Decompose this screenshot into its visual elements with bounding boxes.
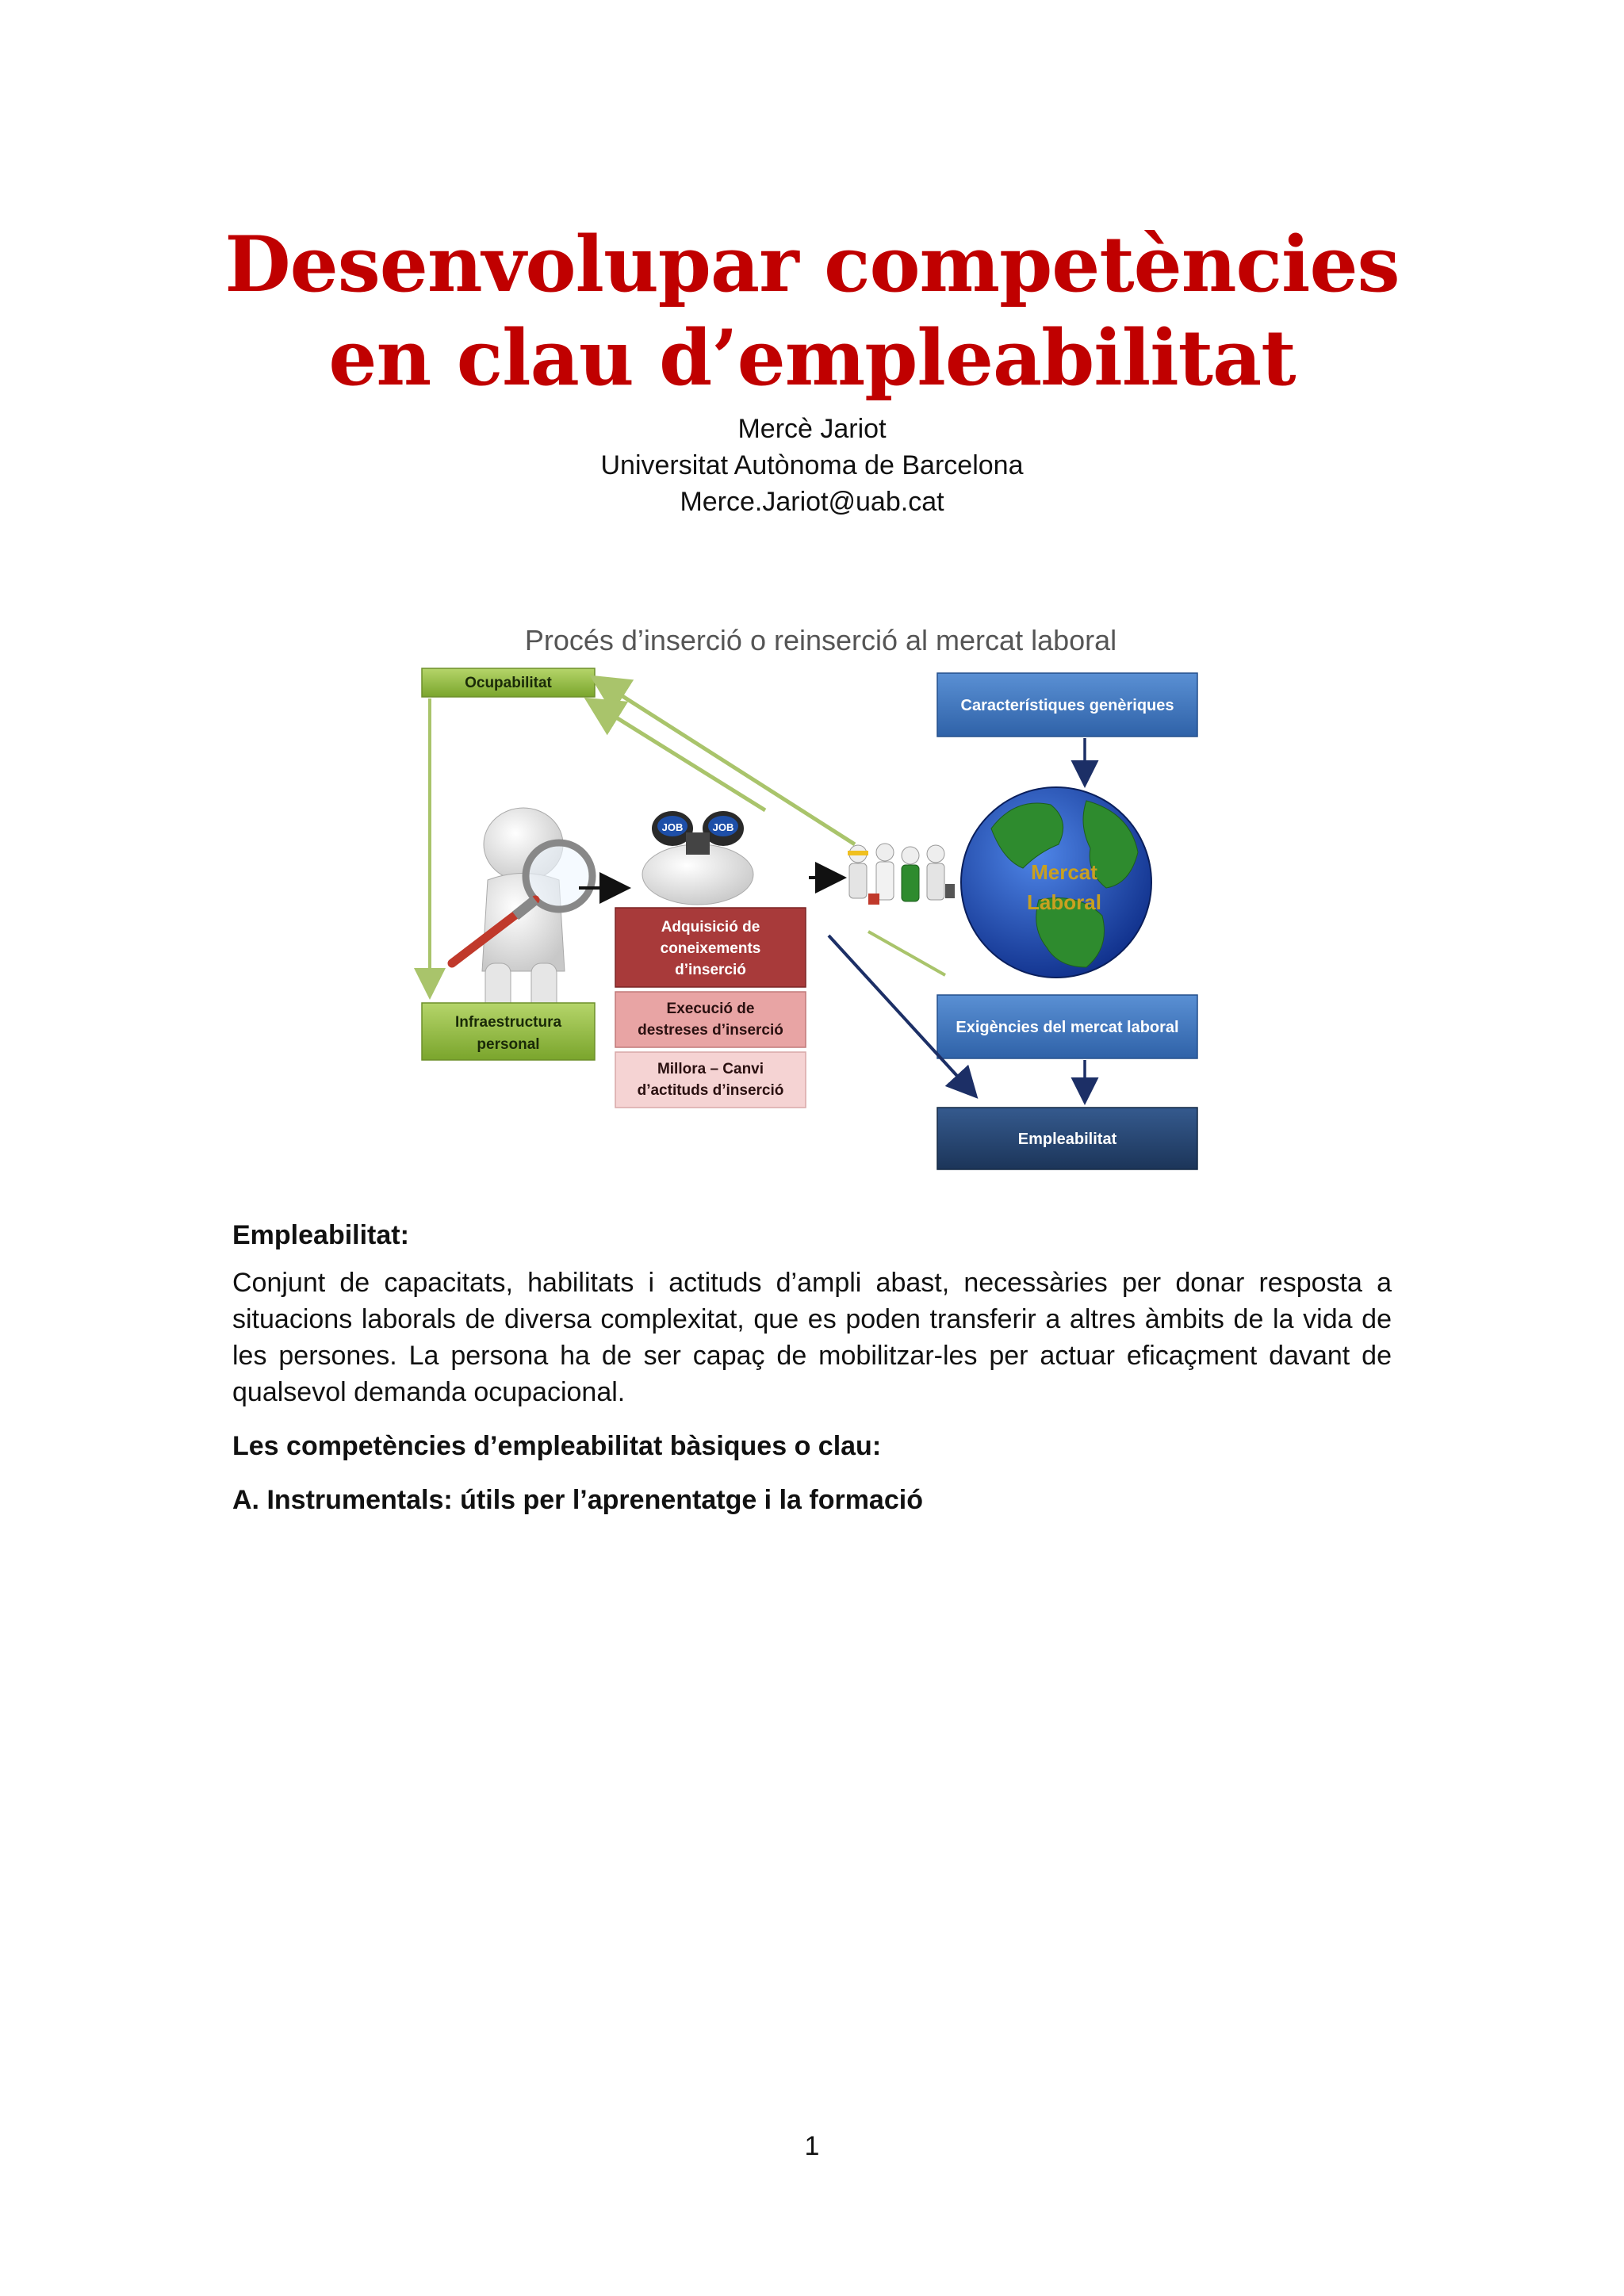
exigencies-label: Exigències del mercat laboral xyxy=(956,1019,1179,1036)
page-number: 1 xyxy=(804,2131,820,2161)
diagram-svg xyxy=(412,614,1221,1185)
empleabilitat-definition: Conjunt de capacitats, habilitats i actituds d’ampli abast, necessàries per donar resposta a situacions laborals de diversa complexitat, que es poden transferir a altres àmbits de la vida de les persones. La persona ha de ser capaç de mobilitzar-les per actuar eficaçment davant de qualsevol demanda ocupacional. xyxy=(232,1268,1392,1407)
exigencies-box xyxy=(937,995,1197,1058)
green-diagonal-arrow-2 xyxy=(591,702,765,810)
author-email: Merce.Jariot@uab.cat xyxy=(680,487,944,517)
author-block xyxy=(0,411,1624,520)
person-magnifier-icon xyxy=(452,808,592,1019)
adquisicio-box xyxy=(615,908,806,987)
caracteristiques-label: Característiques genèriques xyxy=(960,697,1174,714)
adquisicio-line-2: coneixements xyxy=(660,940,761,957)
job-label-right: JOB xyxy=(712,821,734,833)
millora-line-2: d’actituds d’inserció xyxy=(637,1082,784,1099)
ocupabilitat-label: Ocupabilitat xyxy=(465,675,552,691)
execucio-line-1: Execució de xyxy=(666,1001,755,1017)
competencies-subheading: Les competències d’empleabilitat bàsiques o clau: xyxy=(232,1431,882,1461)
workers-group-icon xyxy=(848,844,955,905)
document-title xyxy=(0,218,1624,405)
person-binoculars-icon xyxy=(642,811,753,905)
empleabilitat-box xyxy=(937,1108,1197,1169)
body-content xyxy=(232,1217,1392,1536)
ocupabilitat-box xyxy=(422,668,595,697)
infraestructura-box xyxy=(422,1003,595,1060)
globe-icon xyxy=(961,787,1151,978)
green-diagonal-line xyxy=(868,932,945,975)
mercat-line-1: Mercat xyxy=(1031,860,1097,884)
caracteristiques-box xyxy=(937,673,1197,737)
diagram-title: Procés d’inserció o reinserció al mercat laboral xyxy=(524,624,1117,656)
instrumentals-item: A. Instrumentals: útils per l’aprenentatge i la formació xyxy=(232,1485,923,1515)
author-affiliation: Universitat Autònoma de Barcelona xyxy=(600,450,1024,480)
insertion-process-diagram xyxy=(412,614,1221,1185)
job-label-left: JOB xyxy=(661,821,684,833)
empleabilitat-label: Empleabilitat xyxy=(1017,1131,1117,1148)
title-line-1: Desenvolupar competències xyxy=(224,220,1400,309)
title-line-2: en clau d’empleabilitat xyxy=(328,313,1296,403)
adquisicio-line-1: Adquisició de xyxy=(661,919,760,936)
empleabilitat-heading: Empleabilitat: xyxy=(232,1220,409,1250)
adquisicio-line-3: d’inserció xyxy=(675,962,746,978)
execucio-line-2: destreses d’inserció xyxy=(638,1022,783,1039)
infraestructura-line-1: Infraestructura xyxy=(454,1014,562,1031)
infraestructura-line-2: personal xyxy=(477,1036,540,1053)
mercat-line-2: Laboral xyxy=(1027,890,1101,914)
millora-box xyxy=(615,1052,806,1108)
execucio-box xyxy=(615,992,806,1047)
millora-line-1: Millora – Canvi xyxy=(657,1061,764,1077)
author-name: Mercè Jariot xyxy=(737,414,887,444)
